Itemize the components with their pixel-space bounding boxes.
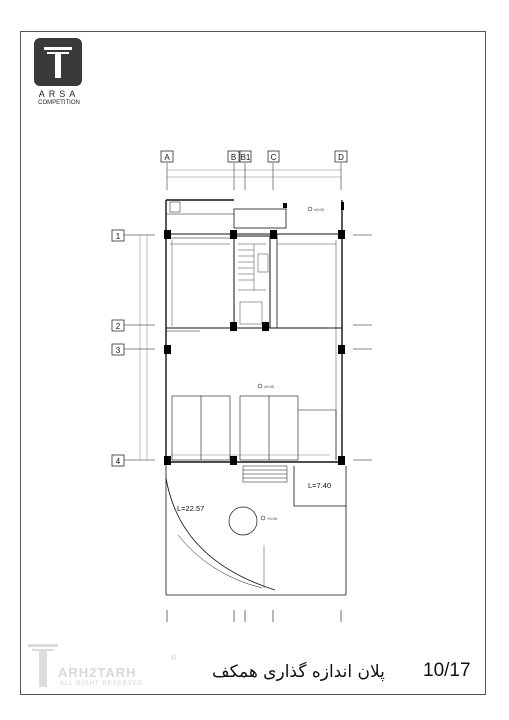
logo-subtitle: COMPETITION <box>38 100 80 106</box>
registered-mark: © <box>171 655 177 662</box>
grid-label-b1: B1 <box>240 153 251 162</box>
level-mid: ±0.00 <box>264 384 274 389</box>
grid-label-d: D <box>338 153 344 162</box>
arh2tarh-logo-icon <box>26 641 60 691</box>
grid-column-markers <box>161 151 347 190</box>
ramp-length-right: L=7.40 <box>308 481 332 490</box>
grid-label-3: 3 <box>115 346 121 355</box>
ramp-length-left: L=22.57 <box>177 504 205 513</box>
grid-row-markers <box>112 230 372 466</box>
grid-label-a: A <box>164 153 170 162</box>
grid-label-4: 4 <box>115 457 121 466</box>
level-top: ±0.00 <box>314 207 324 212</box>
grid-label-b: B <box>230 153 237 162</box>
grid-label-1: 1 <box>115 232 121 241</box>
grid-label-2: 2 <box>115 322 121 331</box>
grid-label-c: C <box>270 153 277 162</box>
footer-rights: ALL RIGHT RESERVED <box>60 681 144 687</box>
sheet-title: پلان اندازه گذاری همکف <box>212 662 385 682</box>
level-ramp: +0.00 <box>267 516 278 521</box>
page-number: 10/17 <box>423 660 471 681</box>
logo-name: ARSA <box>38 89 80 99</box>
footer-brand: ARH2TARH <box>58 665 137 680</box>
